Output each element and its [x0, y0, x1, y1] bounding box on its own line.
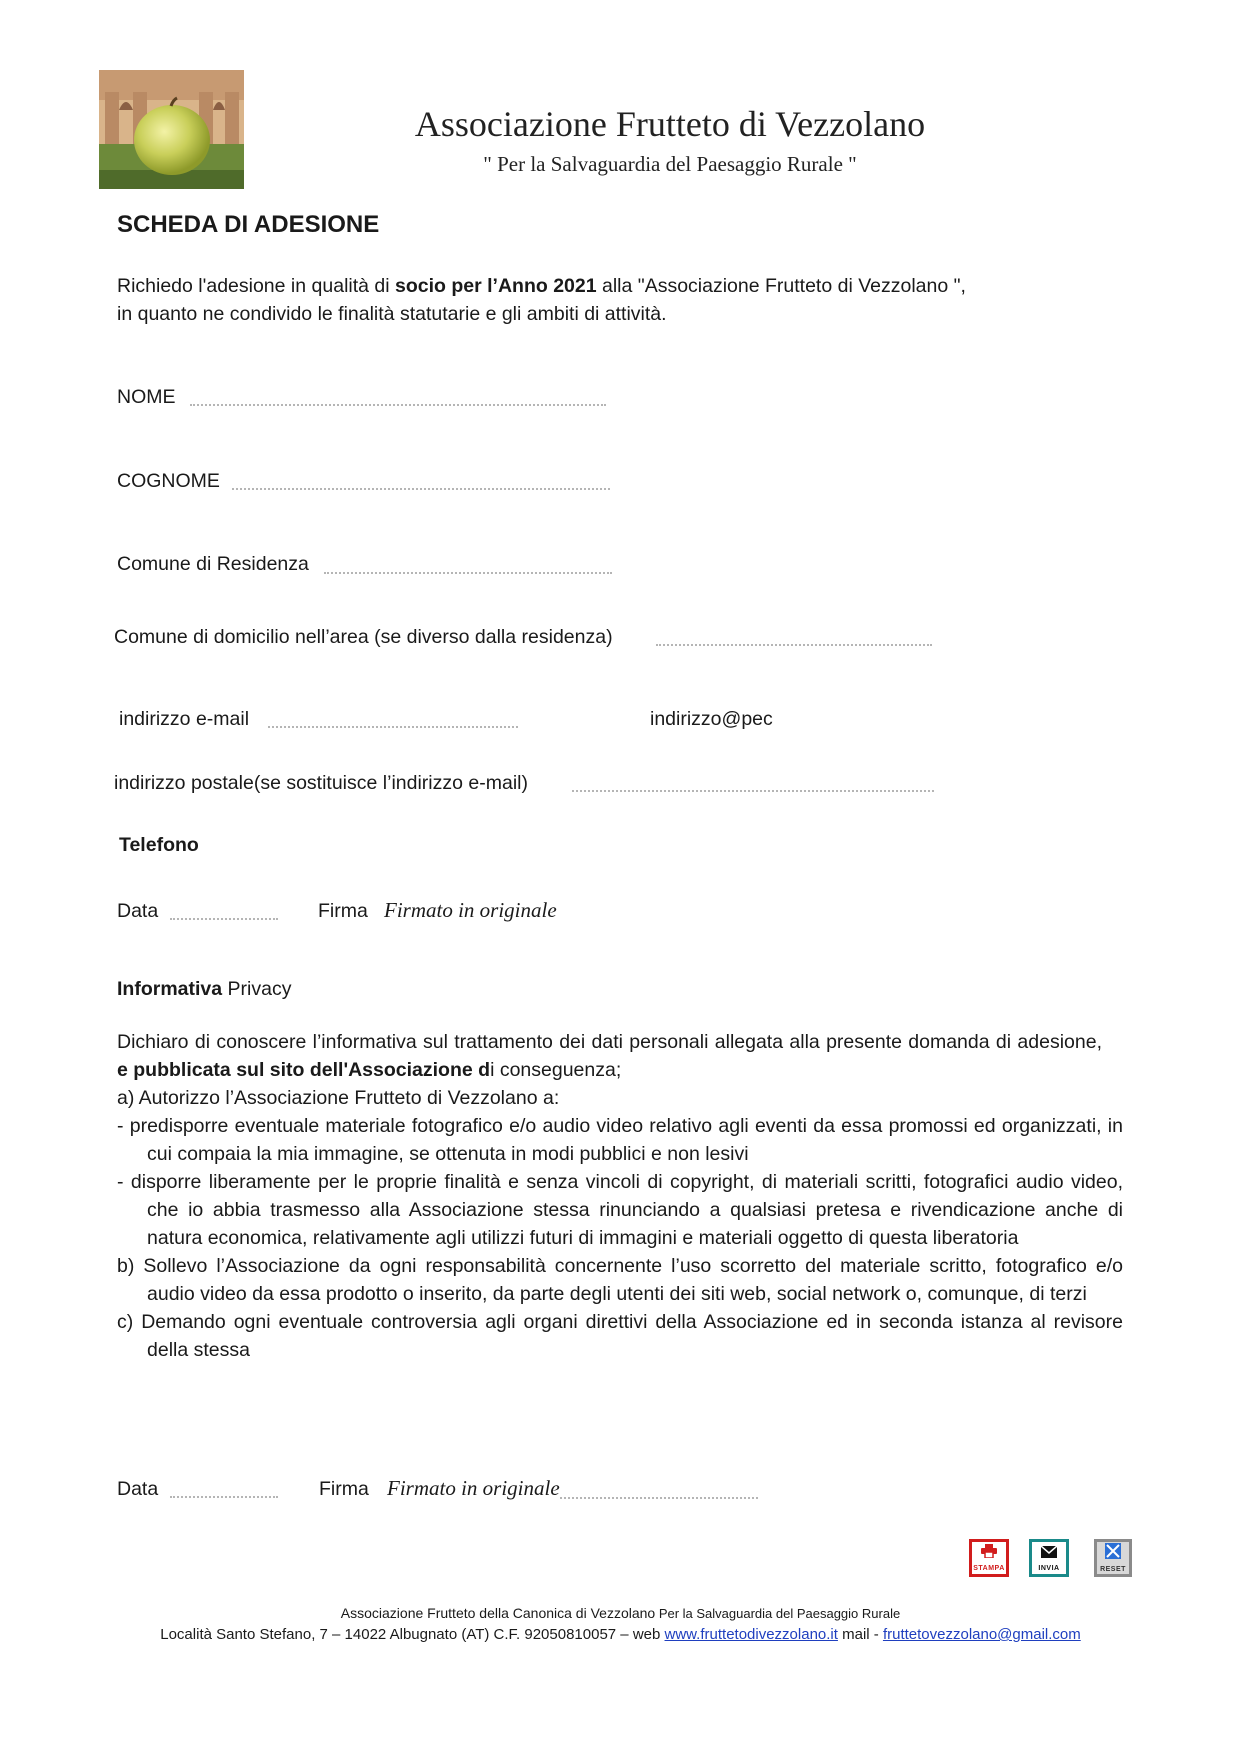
- reset-button-label: RESET: [1100, 1566, 1126, 1573]
- association-logo: [99, 70, 244, 189]
- comune-residenza-field[interactable]: [324, 572, 612, 574]
- privacy-text: Dichiaro di conoscere l’informativa sul trattamento dei dati personali allegata alla presente domanda di adesione,: [117, 1031, 1102, 1053]
- send-button[interactable]: [1029, 1539, 1069, 1577]
- privacy-declaration: [117, 1028, 1102, 1084]
- date-label: Data: [117, 900, 159, 922]
- intro-year-highlight: socio per l’Anno 2021: [395, 275, 597, 297]
- privacy-heading: [117, 978, 291, 1001]
- website-link[interactable]: www.fruttetodivezzolano.it: [664, 1626, 838, 1643]
- privacy-item-c: c) Demando ogni eventuale controversia agli organi direttivi della Associazione ed in seconda istanza al revisore della stessa: [117, 1311, 1123, 1361]
- email-field[interactable]: [268, 726, 518, 728]
- postal-address-label: indirizzo postale(se sostituisce l’indirizzo e-mail): [114, 772, 528, 794]
- comune-domicilio-field[interactable]: [656, 644, 932, 646]
- privacy-text: i conseguenza;: [490, 1059, 622, 1081]
- privacy-statement: [117, 1028, 1123, 1364]
- date-field-2[interactable]: [170, 1496, 278, 1498]
- email-label: indirizzo e-mail: [119, 708, 250, 730]
- signature-label: Firma: [318, 900, 368, 922]
- organization-subtitle: " Per la Salvaguardia del Paesaggio Rurale ": [483, 152, 857, 176]
- signature-label-2: Firma: [319, 1478, 369, 1500]
- nome-field[interactable]: [190, 404, 606, 406]
- form-heading: SCHEDA DI ADESIONE: [117, 211, 380, 238]
- intro-segment: alla "Associazione Frutteto di Vezzolano ",: [596, 275, 966, 297]
- privacy-item-a: a) Autorizzo l’Associazione Frutteto di Vezzolano a:: [117, 1087, 560, 1109]
- date-field[interactable]: [170, 918, 278, 920]
- print-button-label: STAMPA: [973, 1565, 1005, 1572]
- membership-request-text: [117, 272, 1097, 328]
- intro-segment: Richiedo l'adesione: [117, 275, 286, 297]
- privacy-item-b: b) Sollevo l’Associazione da ogni responsabilità concernente l’uso scorretto del materiale scritto, fotografico e/o audio video da essa prodotto o inserito, da parte degli utenti dei siti web, social network o, comunque, di terzi: [117, 1255, 1123, 1305]
- footer-address: Località Santo Stefano, 7 – 14022 Albugnato (AT) C.F. 92050810057 – web: [160, 1626, 665, 1643]
- envelope-icon: [1041, 1545, 1057, 1563]
- telefono-label: Telefono: [119, 834, 199, 856]
- date-label-2: Data: [117, 1478, 159, 1500]
- footer-organization: [0, 1605, 1241, 1621]
- cognome-label: COGNOME: [117, 470, 220, 492]
- privacy-text-bold: e pubblicata sul sito dell'Associazione d: [117, 1059, 491, 1081]
- organization-title: Associazione Frutteto di Vezzolano: [414, 104, 926, 144]
- intro-segment: in qualità di: [285, 275, 396, 297]
- postal-address-field[interactable]: [572, 790, 934, 792]
- footer-text: Per la Salvaguardia del Paesaggio Rurale: [655, 1606, 901, 1621]
- nome-label: NOME: [117, 386, 176, 408]
- signature-field-2[interactable]: [560, 1497, 758, 1499]
- footer-text: Associazione Frutteto della Canonica di Vezzolano: [340, 1605, 656, 1621]
- pec-label: indirizzo@pec: [650, 708, 773, 730]
- comune-domicilio-label: Comune di domicilio nell’area (se diverso dalla residenza): [114, 626, 613, 648]
- reset-button[interactable]: [1094, 1539, 1132, 1577]
- privacy-item-a2: - disporre liberamente per le proprie finalità e senza vincoli di copyright, di materiali scritti, fotografici audio video, che io abbia trasmesso alla Associazione stessa rinunciando a qualsiasi pretesa e rivendicazione anche di natura economica, relativamente agli utilizzi futuri di immagini e materiali oggetto di questa liberatoria: [117, 1171, 1123, 1249]
- footer-contacts: [0, 1626, 1241, 1643]
- privacy-item-a1: - predisporre eventuale materiale fotografico e/o audio video relativo agli eventi da essa promossi ed organizzati, in cui compaia la mia immagine, se ottenuta in modi pubblici e non lesivi: [117, 1115, 1123, 1165]
- signature-value-2: Firmato in originale: [387, 1476, 560, 1500]
- send-button-label: INVIA: [1038, 1564, 1060, 1572]
- privacy-heading-rest: Privacy: [222, 978, 292, 1000]
- comune-residenza-label: Comune di Residenza: [117, 553, 309, 575]
- reset-icon: [1105, 1543, 1121, 1564]
- privacy-heading-bold: Informativa: [117, 978, 223, 1000]
- footer-text: mail -: [837, 1626, 883, 1643]
- print-button[interactable]: [969, 1539, 1009, 1577]
- signature-value: Firmato in originale: [384, 898, 557, 922]
- printer-icon: [981, 1544, 997, 1563]
- cognome-field[interactable]: [232, 488, 610, 490]
- email-link[interactable]: fruttetovezzolano@gmail.com: [882, 1626, 1081, 1643]
- intro-segment: in quanto ne condivido le finalità statutarie e gli ambiti di attività.: [117, 303, 667, 325]
